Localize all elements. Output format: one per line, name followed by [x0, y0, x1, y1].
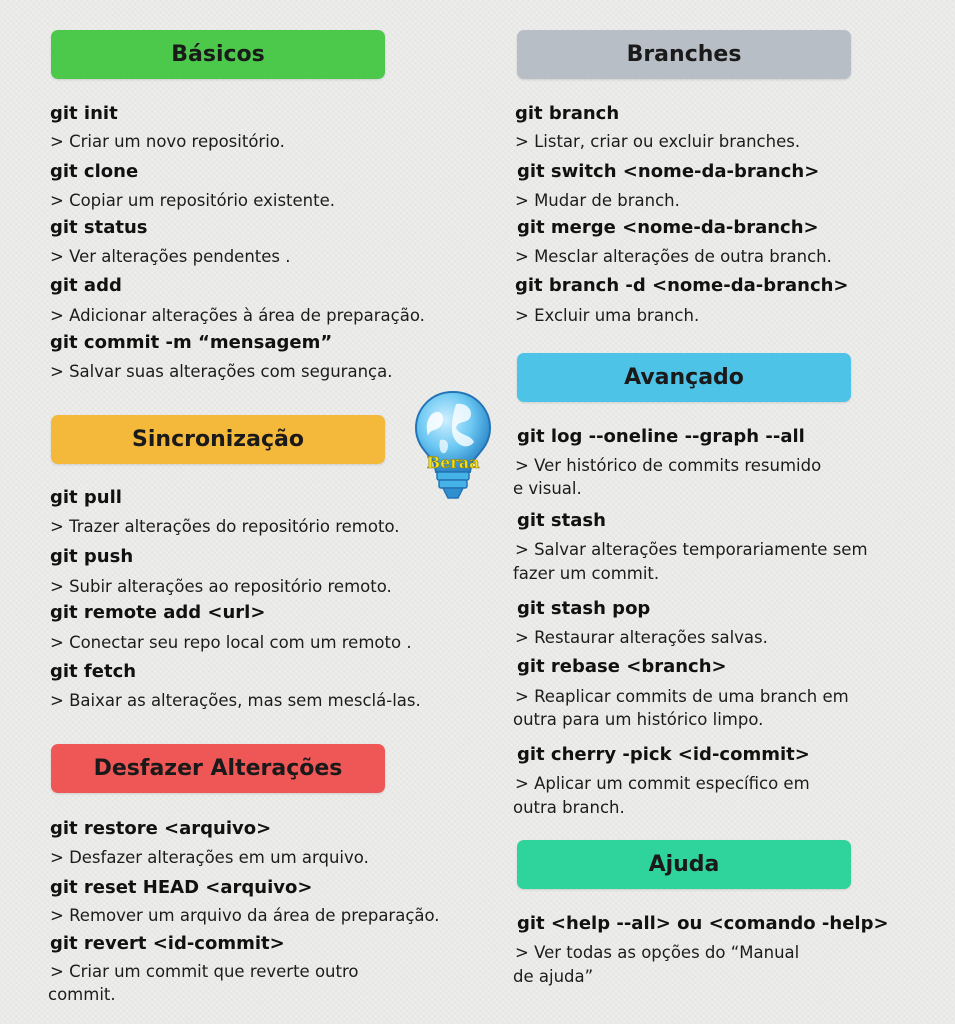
command-description: > Mudar de branch.: [515, 191, 680, 210]
command-text: git <help --all> ou <comando -help>: [517, 913, 889, 934]
command-text: git pull: [50, 487, 122, 508]
command-text: git reset HEAD <arquivo>: [50, 877, 313, 898]
command-description: > Salvar suas alterações com segurança.: [50, 362, 393, 381]
command-description: > Ver todas as opções do “Manual: [515, 943, 800, 962]
lightbulb-globe-icon: [410, 388, 496, 504]
command-description: > Subir alterações ao repositório remoto.: [50, 577, 392, 596]
command-text: git status: [50, 217, 148, 238]
command-text: git revert <id-commit>: [50, 933, 285, 954]
command-description: > Desfazer alterações em um arquivo.: [50, 848, 369, 867]
command-text: git branch -d <nome-da-branch>: [515, 275, 849, 296]
command-text: git log --oneline --graph --all: [517, 426, 805, 447]
command-description-continued: e visual.: [513, 479, 582, 498]
command-description: > Reaplicar commits de uma branch em: [515, 687, 849, 706]
command-description: > Restaurar alterações salvas.: [515, 628, 768, 647]
command-description: > Criar um novo repositório.: [50, 132, 285, 151]
command-description: > Trazer alterações do repositório remoto.: [50, 517, 400, 536]
section-header-desfazer: Desfazer Alterações: [51, 744, 385, 793]
command-description: > Listar, criar ou excluir branches.: [515, 132, 801, 151]
command-description: > Criar um commit que reverte outro: [50, 962, 359, 981]
section-header-basicos: Básicos: [51, 30, 385, 79]
section-header-sincronizacao: Sincronização: [51, 415, 385, 464]
section-header-avancado: Avançado: [517, 353, 851, 402]
command-description-continued: commit.: [48, 985, 116, 1004]
logo-text: Beraa: [426, 453, 480, 472]
section-header-branches: Branches: [517, 30, 851, 79]
command-text: git branch: [515, 103, 620, 124]
command-description-continued: outra branch.: [513, 798, 625, 817]
command-description: > Remover um arquivo da área de preparação.: [50, 906, 440, 925]
command-text: git cherry -pick <id-commit>: [517, 744, 810, 765]
command-text: git clone: [50, 161, 139, 182]
command-description: > Excluir uma branch.: [515, 306, 700, 325]
command-description: > Ver alterações pendentes .: [50, 247, 291, 266]
command-text: git push: [50, 546, 134, 567]
command-text: git commit -m “mensagem”: [50, 332, 333, 353]
command-text: git stash pop: [517, 598, 651, 619]
command-description: > Mesclar alterações de outra branch.: [515, 247, 832, 266]
command-text: git merge <nome-da-branch>: [517, 217, 819, 238]
command-text: git rebase <branch>: [517, 656, 727, 677]
command-description: > Salvar alterações temporariamente sem: [515, 540, 868, 559]
command-description: > Baixar as alterações, mas sem mesclá-las.: [50, 691, 421, 710]
command-description-continued: fazer um commit.: [513, 564, 660, 583]
section-header-ajuda: Ajuda: [517, 840, 851, 889]
command-description: > Conectar seu repo local com um remoto .: [50, 633, 412, 652]
command-description-continued: de ajuda”: [513, 967, 594, 986]
command-text: git stash: [517, 510, 606, 531]
command-text: git add: [50, 275, 122, 296]
command-text: git restore <arquivo>: [50, 818, 272, 839]
command-description: > Aplicar um commit específico em: [515, 774, 810, 793]
command-text: git switch <nome-da-branch>: [517, 161, 820, 182]
command-description: > Copiar um repositório existente.: [50, 191, 336, 210]
command-description: > Adicionar alterações à área de preparação.: [50, 306, 425, 325]
command-description-continued: outra para um histórico limpo.: [513, 710, 764, 729]
command-text: git init: [50, 103, 118, 124]
command-text: git remote add <url>: [50, 602, 266, 623]
command-text: git fetch: [50, 661, 137, 682]
command-description: > Ver histórico de commits resumido: [515, 456, 822, 475]
